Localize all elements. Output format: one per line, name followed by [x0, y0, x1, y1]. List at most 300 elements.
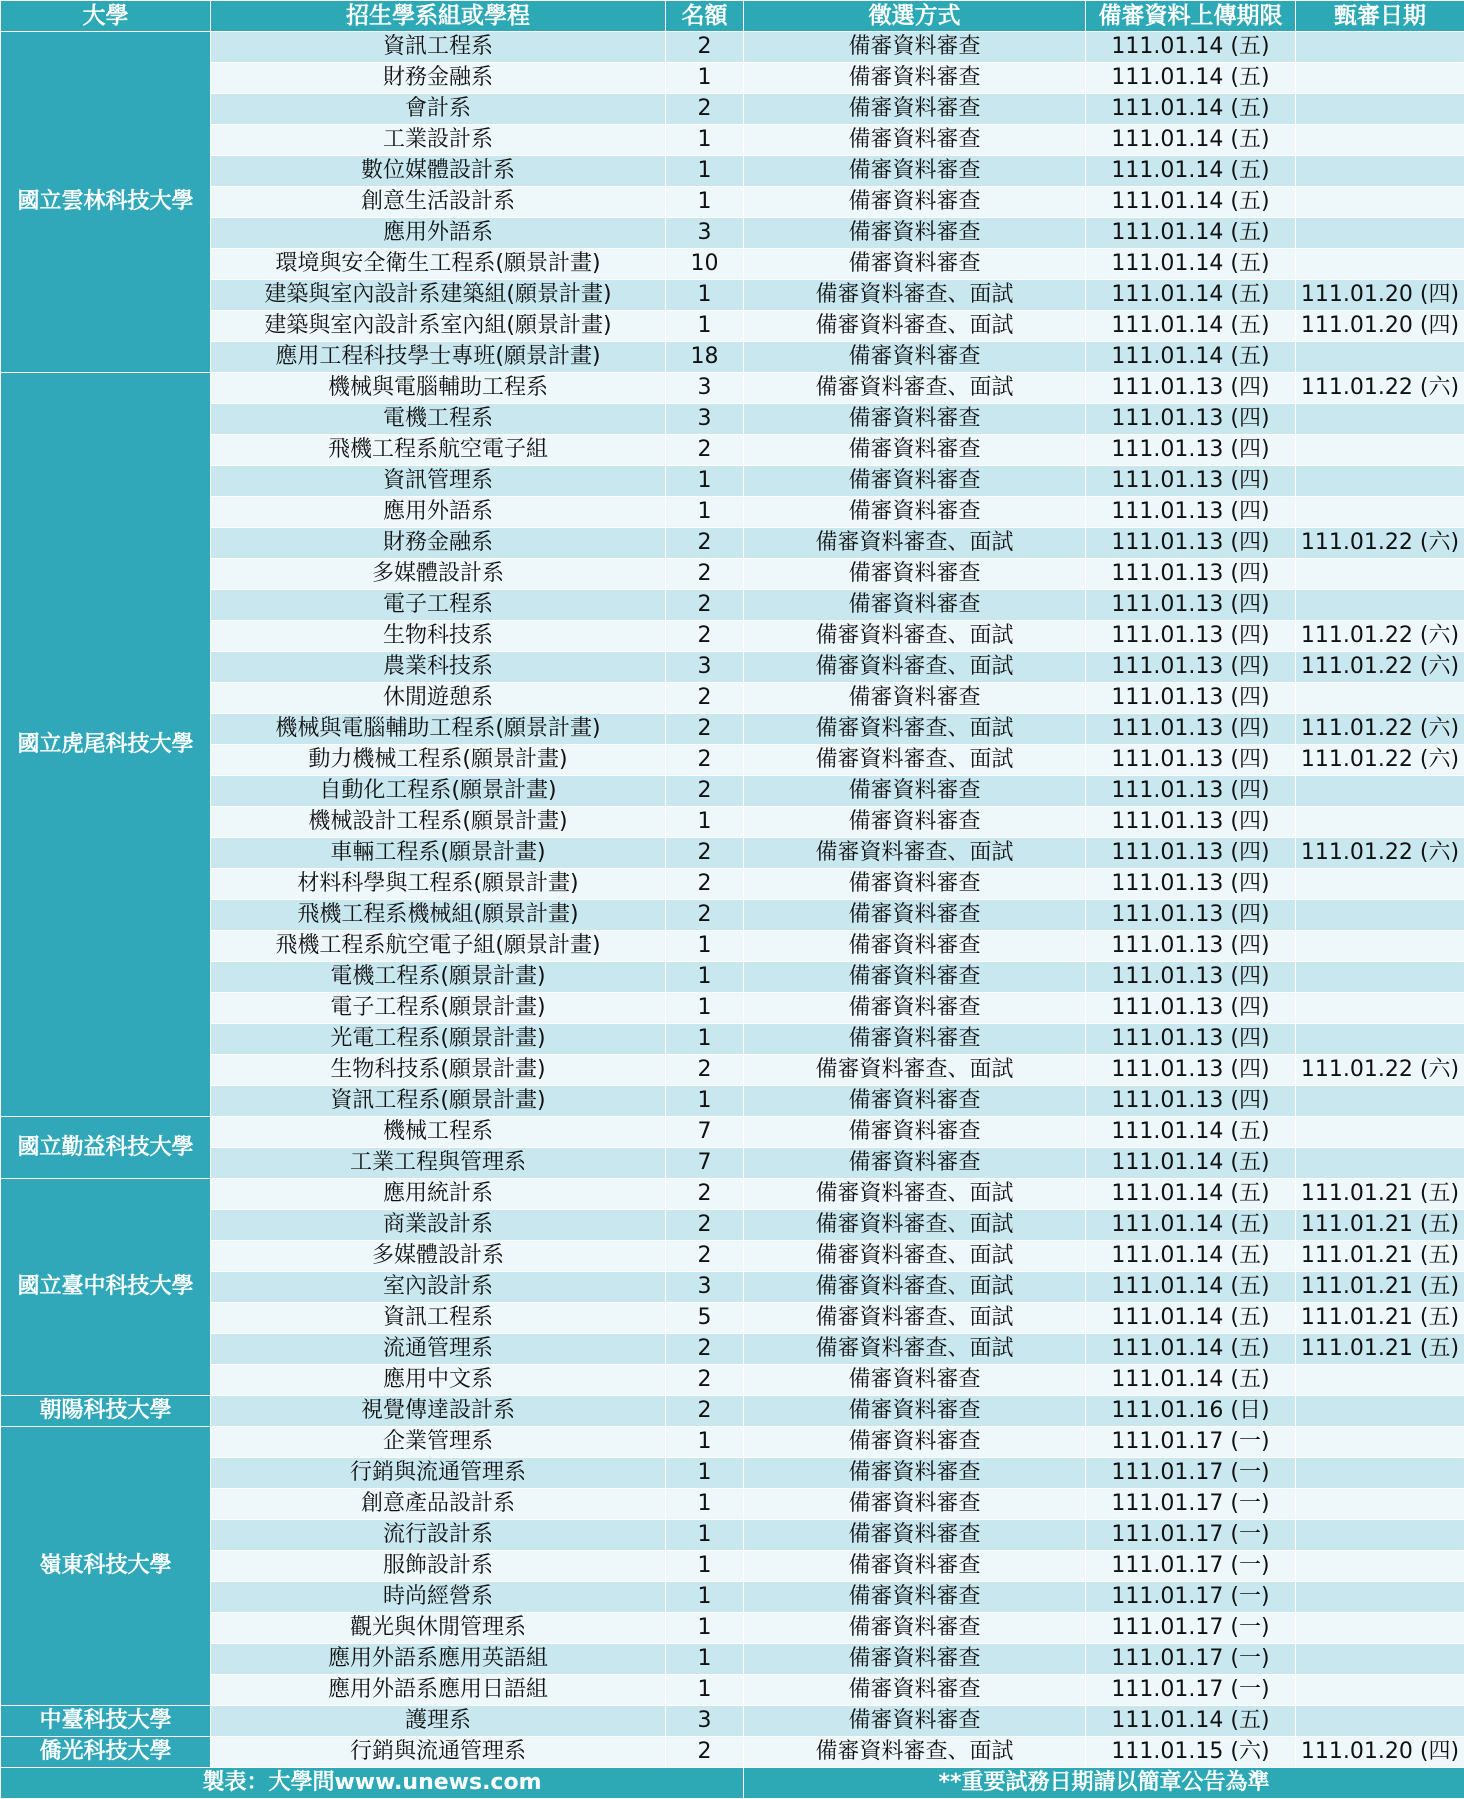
table-row — [1, 776, 1464, 807]
upload-deadline-cell: 111.01.14 (五) — [1086, 1148, 1296, 1179]
department-cell: 飛機工程系航空電子組 — [211, 435, 666, 466]
quota-cell: 18 — [666, 342, 744, 373]
quota-cell: 2 — [666, 1396, 744, 1427]
table-row — [1, 962, 1464, 993]
interview-date-cell: 111.01.22 (六) — [1296, 621, 1464, 652]
interview-date-cell — [1296, 559, 1464, 590]
upload-deadline-cell: 111.01.14 (五) — [1086, 1365, 1296, 1396]
selection-method-cell: 備審資料審查 — [744, 435, 1086, 466]
department-cell: 機械工程系 — [211, 1117, 666, 1148]
quota-cell: 2 — [666, 900, 744, 931]
department-cell: 觀光與休閒管理系 — [211, 1613, 666, 1644]
table-row — [1, 1644, 1464, 1675]
interview-date-cell: 111.01.22 (六) — [1296, 838, 1464, 869]
department-cell: 車輛工程系(願景計畫) — [211, 838, 666, 869]
upload-deadline-cell: 111.01.14 (五) — [1086, 218, 1296, 249]
table-row — [1, 342, 1464, 373]
interview-date-cell — [1296, 497, 1464, 528]
table-row — [1, 1675, 1464, 1706]
interview-date-cell — [1296, 993, 1464, 1024]
department-cell: 機械與電腦輔助工程系(願景計畫) — [211, 714, 666, 745]
selection-method-cell: 備審資料審查、面試 — [744, 745, 1086, 776]
university-name-cell: 僑光科技大學 — [1, 1737, 211, 1768]
table-row — [1, 466, 1464, 497]
quota-cell: 1 — [666, 962, 744, 993]
table-row — [1, 1427, 1464, 1458]
quota-cell: 2 — [666, 1179, 744, 1210]
quota-cell: 1 — [666, 931, 744, 962]
table-row — [1, 807, 1464, 838]
upload-deadline-cell: 111.01.14 (五) — [1086, 1303, 1296, 1334]
university-name-cell: 中臺科技大學 — [1, 1706, 211, 1737]
table-body — [1, 32, 1464, 1768]
interview-date-cell: 111.01.20 (四) — [1296, 280, 1464, 311]
department-cell: 動力機械工程系(願景計畫) — [211, 745, 666, 776]
selection-method-cell: 備審資料審查 — [744, 1148, 1086, 1179]
department-cell: 環境與安全衛生工程系(願景計畫) — [211, 249, 666, 280]
department-cell: 會計系 — [211, 94, 666, 125]
interview-date-cell: 111.01.22 (六) — [1296, 528, 1464, 559]
quota-cell: 3 — [666, 373, 744, 404]
university-name-cell: 國立雲林科技大學 — [1, 32, 211, 373]
department-cell: 電機工程系 — [211, 404, 666, 435]
selection-method-cell: 備審資料審查 — [744, 1365, 1086, 1396]
upload-deadline-cell: 111.01.17 (一) — [1086, 1520, 1296, 1551]
header-department: 招生學系組或學程 — [211, 1, 666, 32]
upload-deadline-cell: 111.01.13 (四) — [1086, 931, 1296, 962]
department-cell: 服飾設計系 — [211, 1551, 666, 1582]
selection-method-cell: 備審資料審查 — [744, 466, 1086, 497]
quota-cell: 1 — [666, 1582, 744, 1613]
table-row — [1, 931, 1464, 962]
interview-date-cell: 111.01.20 (四) — [1296, 1737, 1464, 1768]
upload-deadline-cell: 111.01.14 (五) — [1086, 32, 1296, 63]
selection-method-cell: 備審資料審查、面試 — [744, 1055, 1086, 1086]
quota-cell: 2 — [666, 621, 744, 652]
interview-date-cell — [1296, 807, 1464, 838]
table-row — [1, 156, 1464, 187]
interview-date-cell: 111.01.21 (五) — [1296, 1210, 1464, 1241]
table-row — [1, 993, 1464, 1024]
selection-method-cell: 備審資料審查 — [744, 993, 1086, 1024]
selection-method-cell: 備審資料審查 — [744, 683, 1086, 714]
department-cell: 建築與室內設計系建築組(願景計畫) — [211, 280, 666, 311]
selection-method-cell: 備審資料審查 — [744, 807, 1086, 838]
table-row — [1, 404, 1464, 435]
upload-deadline-cell: 111.01.13 (四) — [1086, 1055, 1296, 1086]
quota-cell: 1 — [666, 280, 744, 311]
department-cell: 企業管理系 — [211, 1427, 666, 1458]
table-row — [1, 1148, 1464, 1179]
upload-deadline-cell: 111.01.13 (四) — [1086, 1024, 1296, 1055]
quota-cell: 3 — [666, 1706, 744, 1737]
selection-method-cell: 備審資料審查 — [744, 404, 1086, 435]
table-row — [1, 1024, 1464, 1055]
selection-method-cell: 備審資料審查 — [744, 1582, 1086, 1613]
upload-deadline-cell: 111.01.13 (四) — [1086, 590, 1296, 621]
table-row — [1, 652, 1464, 683]
selection-method-cell: 備審資料審查、面試 — [744, 838, 1086, 869]
department-cell: 工業設計系 — [211, 125, 666, 156]
header-selection-method: 徵選方式 — [744, 1, 1086, 32]
upload-deadline-cell: 111.01.17 (一) — [1086, 1427, 1296, 1458]
interview-date-cell — [1296, 342, 1464, 373]
quota-cell: 3 — [666, 652, 744, 683]
selection-method-cell: 備審資料審查 — [744, 342, 1086, 373]
table-row — [1, 1303, 1464, 1334]
interview-date-cell — [1296, 404, 1464, 435]
department-cell: 資訊工程系 — [211, 32, 666, 63]
department-cell: 商業設計系 — [211, 1210, 666, 1241]
quota-cell: 1 — [666, 466, 744, 497]
department-cell: 室內設計系 — [211, 1272, 666, 1303]
department-cell: 多媒體設計系 — [211, 559, 666, 590]
upload-deadline-cell: 111.01.13 (四) — [1086, 776, 1296, 807]
quota-cell: 2 — [666, 32, 744, 63]
quota-cell: 2 — [666, 435, 744, 466]
upload-deadline-cell: 111.01.14 (五) — [1086, 342, 1296, 373]
table-row — [1, 218, 1464, 249]
interview-date-cell — [1296, 1551, 1464, 1582]
quota-cell: 2 — [666, 745, 744, 776]
department-cell: 機械設計工程系(願景計畫) — [211, 807, 666, 838]
table-row — [1, 838, 1464, 869]
table-row — [1, 528, 1464, 559]
selection-method-cell: 備審資料審查 — [744, 1024, 1086, 1055]
quota-cell: 10 — [666, 249, 744, 280]
quota-cell: 1 — [666, 1551, 744, 1582]
table-row — [1, 1737, 1464, 1768]
table-row — [1, 1055, 1464, 1086]
table-row — [1, 1241, 1464, 1272]
table-row — [1, 1706, 1464, 1737]
interview-date-cell: 111.01.21 (五) — [1296, 1241, 1464, 1272]
quota-cell: 1 — [666, 1613, 744, 1644]
selection-method-cell: 備審資料審查 — [744, 869, 1086, 900]
table-row — [1, 311, 1464, 342]
university-name-cell: 嶺東科技大學 — [1, 1427, 211, 1706]
interview-date-cell — [1296, 63, 1464, 94]
upload-deadline-cell: 111.01.13 (四) — [1086, 528, 1296, 559]
department-cell: 電子工程系 — [211, 590, 666, 621]
interview-date-cell: 111.01.21 (五) — [1296, 1303, 1464, 1334]
department-cell: 工業工程與管理系 — [211, 1148, 666, 1179]
table-row — [1, 900, 1464, 931]
selection-method-cell: 備審資料審查、面試 — [744, 1303, 1086, 1334]
interview-date-cell — [1296, 125, 1464, 156]
upload-deadline-cell: 111.01.13 (四) — [1086, 1086, 1296, 1117]
table-row — [1, 1551, 1464, 1582]
quota-cell: 1 — [666, 125, 744, 156]
selection-method-cell: 備審資料審查、面試 — [744, 1737, 1086, 1768]
quota-cell: 1 — [666, 1520, 744, 1551]
interview-date-cell — [1296, 900, 1464, 931]
department-cell: 農業科技系 — [211, 652, 666, 683]
quota-cell: 1 — [666, 1644, 744, 1675]
interview-date-cell: 111.01.21 (五) — [1296, 1334, 1464, 1365]
quota-cell: 1 — [666, 993, 744, 1024]
interview-date-cell — [1296, 1148, 1464, 1179]
selection-method-cell: 備審資料審查 — [744, 218, 1086, 249]
interview-date-cell: 111.01.21 (五) — [1296, 1179, 1464, 1210]
quota-cell: 2 — [666, 1055, 744, 1086]
quota-cell: 7 — [666, 1117, 744, 1148]
upload-deadline-cell: 111.01.13 (四) — [1086, 621, 1296, 652]
quota-cell: 7 — [666, 1148, 744, 1179]
interview-date-cell: 111.01.21 (五) — [1296, 1272, 1464, 1303]
upload-deadline-cell: 111.01.13 (四) — [1086, 652, 1296, 683]
selection-method-cell: 備審資料審查、面試 — [744, 311, 1086, 342]
department-cell: 生物科技系 — [211, 621, 666, 652]
upload-deadline-cell: 111.01.14 (五) — [1086, 94, 1296, 125]
interview-date-cell — [1296, 962, 1464, 993]
interview-date-cell — [1296, 156, 1464, 187]
selection-method-cell: 備審資料審查 — [744, 497, 1086, 528]
quota-cell: 1 — [666, 156, 744, 187]
table-row — [1, 63, 1464, 94]
interview-date-cell — [1296, 466, 1464, 497]
upload-deadline-cell: 111.01.14 (五) — [1086, 311, 1296, 342]
table-row — [1, 869, 1464, 900]
table-row — [1, 435, 1464, 466]
upload-deadline-cell: 111.01.17 (一) — [1086, 1458, 1296, 1489]
header-interview-date: 甄審日期 — [1296, 1, 1464, 32]
upload-deadline-cell: 111.01.17 (一) — [1086, 1582, 1296, 1613]
quota-cell: 2 — [666, 1210, 744, 1241]
interview-date-cell: 111.01.22 (六) — [1296, 1055, 1464, 1086]
department-cell: 應用外語系 — [211, 497, 666, 528]
department-cell: 光電工程系(願景計畫) — [211, 1024, 666, 1055]
quota-cell: 2 — [666, 714, 744, 745]
upload-deadline-cell: 111.01.14 (五) — [1086, 1117, 1296, 1148]
interview-date-cell — [1296, 1582, 1464, 1613]
selection-method-cell: 備審資料審查 — [744, 1458, 1086, 1489]
table-row — [1, 125, 1464, 156]
selection-method-cell: 備審資料審查 — [744, 125, 1086, 156]
header-upload-deadline: 備審資料上傳期限 — [1086, 1, 1296, 32]
quota-cell: 2 — [666, 869, 744, 900]
table-row — [1, 1613, 1464, 1644]
department-cell: 視覺傳達設計系 — [211, 1396, 666, 1427]
interview-date-cell — [1296, 590, 1464, 621]
interview-date-cell — [1296, 1458, 1464, 1489]
upload-deadline-cell: 111.01.14 (五) — [1086, 1334, 1296, 1365]
selection-method-cell: 備審資料審查 — [744, 1086, 1086, 1117]
interview-date-cell — [1296, 683, 1464, 714]
upload-deadline-cell: 111.01.13 (四) — [1086, 993, 1296, 1024]
table-row — [1, 559, 1464, 590]
selection-method-cell: 備審資料審查 — [744, 1427, 1086, 1458]
upload-deadline-cell: 111.01.17 (一) — [1086, 1489, 1296, 1520]
quota-cell: 1 — [666, 187, 744, 218]
department-cell: 創意生活設計系 — [211, 187, 666, 218]
upload-deadline-cell: 111.01.13 (四) — [1086, 869, 1296, 900]
quota-cell: 1 — [666, 1458, 744, 1489]
department-cell: 應用外語系應用英語組 — [211, 1644, 666, 1675]
interview-date-cell — [1296, 1427, 1464, 1458]
interview-date-cell — [1296, 1706, 1464, 1737]
upload-deadline-cell: 111.01.13 (四) — [1086, 900, 1296, 931]
table-row — [1, 621, 1464, 652]
quota-cell: 3 — [666, 404, 744, 435]
selection-method-cell: 備審資料審查、面試 — [744, 1210, 1086, 1241]
quota-cell: 3 — [666, 218, 744, 249]
university-name-cell: 國立勤益科技大學 — [1, 1117, 211, 1179]
selection-method-cell: 備審資料審查、面試 — [744, 621, 1086, 652]
header-university: 大學 — [1, 1, 211, 32]
quota-cell: 1 — [666, 1489, 744, 1520]
interview-date-cell — [1296, 931, 1464, 962]
upload-deadline-cell: 111.01.14 (五) — [1086, 63, 1296, 94]
upload-deadline-cell: 111.01.17 (一) — [1086, 1613, 1296, 1644]
department-cell: 機械與電腦輔助工程系 — [211, 373, 666, 404]
table-row — [1, 32, 1464, 63]
table-row — [1, 94, 1464, 125]
selection-method-cell: 備審資料審查 — [744, 931, 1086, 962]
selection-method-cell: 備審資料審查 — [744, 94, 1086, 125]
table-row — [1, 1582, 1464, 1613]
table-row — [1, 1334, 1464, 1365]
selection-method-cell: 備審資料審查 — [744, 962, 1086, 993]
department-cell: 資訊管理系 — [211, 466, 666, 497]
interview-date-cell — [1296, 435, 1464, 466]
upload-deadline-cell: 111.01.13 (四) — [1086, 404, 1296, 435]
interview-date-cell — [1296, 1086, 1464, 1117]
selection-method-cell: 備審資料審查 — [744, 1644, 1086, 1675]
quota-cell: 2 — [666, 528, 744, 559]
interview-date-cell: 111.01.22 (六) — [1296, 714, 1464, 745]
table-row — [1, 1458, 1464, 1489]
interview-date-cell: 111.01.22 (六) — [1296, 373, 1464, 404]
upload-deadline-cell: 111.01.17 (一) — [1086, 1551, 1296, 1582]
selection-method-cell: 備審資料審查 — [744, 156, 1086, 187]
interview-date-cell — [1296, 1613, 1464, 1644]
table-row — [1, 280, 1464, 311]
department-cell: 應用中文系 — [211, 1365, 666, 1396]
footer-source: 製表：大學問www.unews.com — [1, 1768, 744, 1799]
interview-date-cell: 111.01.22 (六) — [1296, 745, 1464, 776]
header-row — [1, 1, 1464, 32]
interview-date-cell — [1296, 1024, 1464, 1055]
interview-date-cell — [1296, 94, 1464, 125]
university-name-cell: 朝陽科技大學 — [1, 1396, 211, 1427]
quota-cell: 2 — [666, 838, 744, 869]
quota-cell: 2 — [666, 559, 744, 590]
quota-cell: 2 — [666, 683, 744, 714]
selection-method-cell: 備審資料審查、面試 — [744, 1334, 1086, 1365]
quota-cell: 2 — [666, 1334, 744, 1365]
department-cell: 飛機工程系機械組(願景計畫) — [211, 900, 666, 931]
interview-date-cell — [1296, 1396, 1464, 1427]
upload-deadline-cell: 111.01.14 (五) — [1086, 1272, 1296, 1303]
table-row — [1, 249, 1464, 280]
department-cell: 應用外語系應用日語組 — [211, 1675, 666, 1706]
table-row — [1, 745, 1464, 776]
selection-method-cell: 備審資料審查 — [744, 249, 1086, 280]
upload-deadline-cell: 111.01.13 (四) — [1086, 373, 1296, 404]
selection-method-cell: 備審資料審查 — [744, 187, 1086, 218]
department-cell: 創意產品設計系 — [211, 1489, 666, 1520]
quota-cell: 1 — [666, 807, 744, 838]
selection-method-cell: 備審資料審查、面試 — [744, 1179, 1086, 1210]
department-cell: 休閒遊憩系 — [211, 683, 666, 714]
quota-cell: 1 — [666, 1427, 744, 1458]
table-row — [1, 1272, 1464, 1303]
department-cell: 飛機工程系航空電子組(願景計畫) — [211, 931, 666, 962]
upload-deadline-cell: 111.01.14 (五) — [1086, 156, 1296, 187]
footer-row — [1, 1768, 1464, 1799]
upload-deadline-cell: 111.01.13 (四) — [1086, 838, 1296, 869]
table-row — [1, 590, 1464, 621]
upload-deadline-cell: 111.01.17 (一) — [1086, 1644, 1296, 1675]
department-cell: 流通管理系 — [211, 1334, 666, 1365]
selection-method-cell: 備審資料審查、面試 — [744, 714, 1086, 745]
interview-date-cell — [1296, 218, 1464, 249]
interview-date-cell: 111.01.22 (六) — [1296, 652, 1464, 683]
upload-deadline-cell: 111.01.13 (四) — [1086, 435, 1296, 466]
department-cell: 生物科技系(願景計畫) — [211, 1055, 666, 1086]
department-cell: 流行設計系 — [211, 1520, 666, 1551]
selection-method-cell: 備審資料審查 — [744, 559, 1086, 590]
department-cell: 自動化工程系(願景計畫) — [211, 776, 666, 807]
department-cell: 資訊工程系(願景計畫) — [211, 1086, 666, 1117]
selection-method-cell: 備審資料審查 — [744, 1396, 1086, 1427]
quota-cell: 2 — [666, 590, 744, 621]
quota-cell: 1 — [666, 1675, 744, 1706]
table-row — [1, 373, 1464, 404]
interview-date-cell — [1296, 1520, 1464, 1551]
upload-deadline-cell: 111.01.13 (四) — [1086, 807, 1296, 838]
selection-method-cell: 備審資料審查、面試 — [744, 373, 1086, 404]
upload-deadline-cell: 111.01.13 (四) — [1086, 559, 1296, 590]
upload-deadline-cell: 111.01.14 (五) — [1086, 1210, 1296, 1241]
department-cell: 行銷與流通管理系 — [211, 1737, 666, 1768]
interview-date-cell — [1296, 1365, 1464, 1396]
interview-date-cell: 111.01.20 (四) — [1296, 311, 1464, 342]
upload-deadline-cell: 111.01.13 (四) — [1086, 745, 1296, 776]
upload-deadline-cell: 111.01.14 (五) — [1086, 1706, 1296, 1737]
interview-date-cell — [1296, 1675, 1464, 1706]
department-cell: 數位媒體設計系 — [211, 156, 666, 187]
department-cell: 資訊工程系 — [211, 1303, 666, 1334]
selection-method-cell: 備審資料審查 — [744, 32, 1086, 63]
table-row — [1, 497, 1464, 528]
quota-cell: 2 — [666, 776, 744, 807]
department-cell: 財務金融系 — [211, 528, 666, 559]
quota-cell: 2 — [666, 1737, 744, 1768]
selection-method-cell: 備審資料審查、面試 — [744, 652, 1086, 683]
upload-deadline-cell: 111.01.13 (四) — [1086, 962, 1296, 993]
table-row — [1, 1086, 1464, 1117]
quota-cell: 3 — [666, 1272, 744, 1303]
department-cell: 應用工程科技學士專班(願景計畫) — [211, 342, 666, 373]
upload-deadline-cell: 111.01.14 (五) — [1086, 1241, 1296, 1272]
interview-date-cell — [1296, 32, 1464, 63]
department-cell: 電子工程系(願景計畫) — [211, 993, 666, 1024]
upload-deadline-cell: 111.01.17 (一) — [1086, 1675, 1296, 1706]
interview-date-cell — [1296, 249, 1464, 280]
upload-deadline-cell: 111.01.13 (四) — [1086, 497, 1296, 528]
quota-cell: 2 — [666, 1241, 744, 1272]
table-row — [1, 683, 1464, 714]
interview-date-cell — [1296, 776, 1464, 807]
table-row — [1, 1520, 1464, 1551]
university-name-cell: 國立臺中科技大學 — [1, 1179, 211, 1396]
table-row — [1, 1396, 1464, 1427]
upload-deadline-cell: 111.01.14 (五) — [1086, 249, 1296, 280]
department-cell: 應用統計系 — [211, 1179, 666, 1210]
interview-date-cell — [1296, 869, 1464, 900]
